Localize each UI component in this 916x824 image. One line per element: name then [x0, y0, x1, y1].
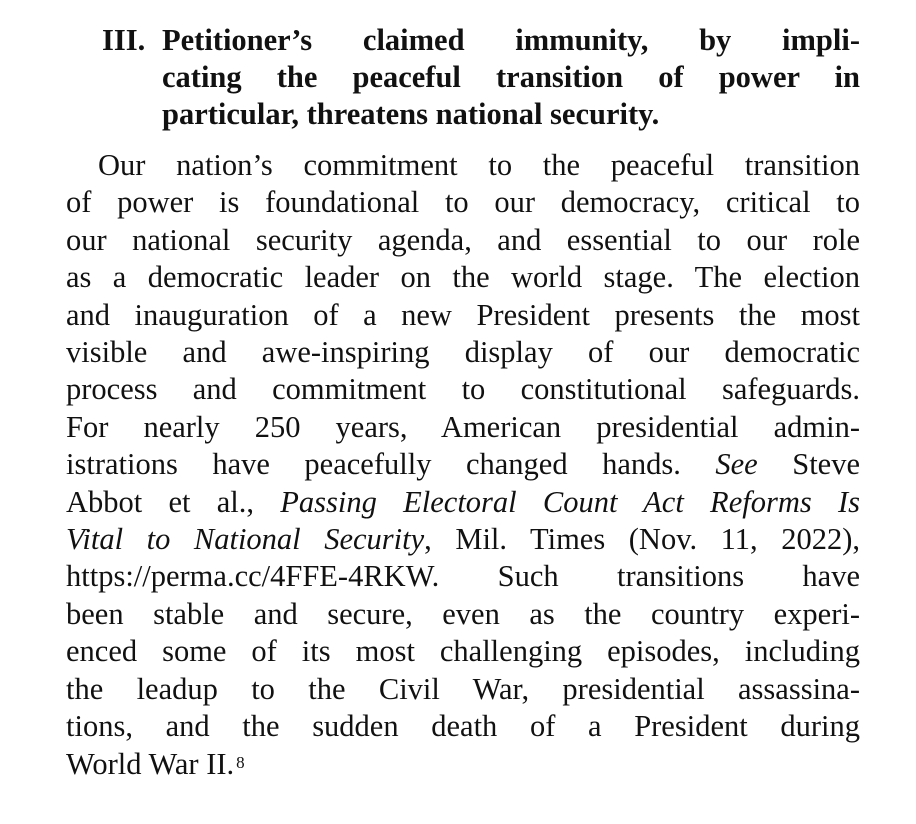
- paragraph-line: [66, 446, 860, 483]
- paragraph-line: our national security agenda, and essential to our role: [66, 222, 860, 257]
- paragraph-line: been stable and secure, even as the country experi-: [66, 596, 860, 631]
- paragraph-line: and inauguration of a new President presents the most: [66, 297, 860, 332]
- paragraph-line: https://perma.cc/4FFE-4RKW. Such transitions have: [66, 559, 860, 594]
- paragraph-line: process and commitment to constitutional safeguards.: [66, 372, 860, 407]
- section-heading: [66, 22, 860, 133]
- section-numeral: III.: [102, 23, 146, 57]
- paragraph-line: [66, 521, 860, 558]
- paragraph-line: of power is foundational to our democracy, critical to: [66, 185, 860, 220]
- paragraph-line: tions, and the sudden death of a President during: [66, 709, 860, 744]
- paragraph-line: enced some of its most challenging episodes, including: [66, 634, 860, 669]
- citation-signal: See: [715, 447, 758, 482]
- footnote-marker[interactable]: 8: [236, 752, 245, 772]
- heading-line: Petitioner’s claimed immunity, by impli-: [162, 23, 860, 57]
- paragraph-line: [66, 484, 860, 521]
- line-text: World War II.: [66, 746, 235, 781]
- citation-title-cont: Vital to National Security: [66, 522, 425, 557]
- citation-source: , Mil. Times (Nov. 11, 2022),: [424, 522, 860, 557]
- citation-title: Passing Electoral Count Act Reforms Is: [280, 484, 860, 519]
- body-paragraph: [66, 147, 860, 783]
- paragraph-line: visible and awe-inspiring display of our democratic: [66, 335, 860, 370]
- paragraph-line: [66, 746, 860, 783]
- citation-authors: Abbot et al.,: [66, 484, 281, 519]
- heading-line: particular, threatens national security.: [162, 97, 660, 131]
- line-text: istrations have peacefully changed hands.: [66, 447, 681, 482]
- paragraph-line: the leadup to the Civil War, presidential assassina-: [66, 671, 860, 706]
- document-page: [66, 22, 860, 783]
- heading-line: cating the peaceful transition of power in: [162, 60, 860, 94]
- paragraph-line: For nearly 250 years, American presidential admin-: [66, 409, 860, 444]
- paragraph-line: as a democratic leader on the world stage. The election: [66, 260, 860, 295]
- citation-author-first: Steve: [757, 447, 860, 482]
- paragraph-line: Our nation’s commitment to the peaceful transition: [98, 148, 860, 182]
